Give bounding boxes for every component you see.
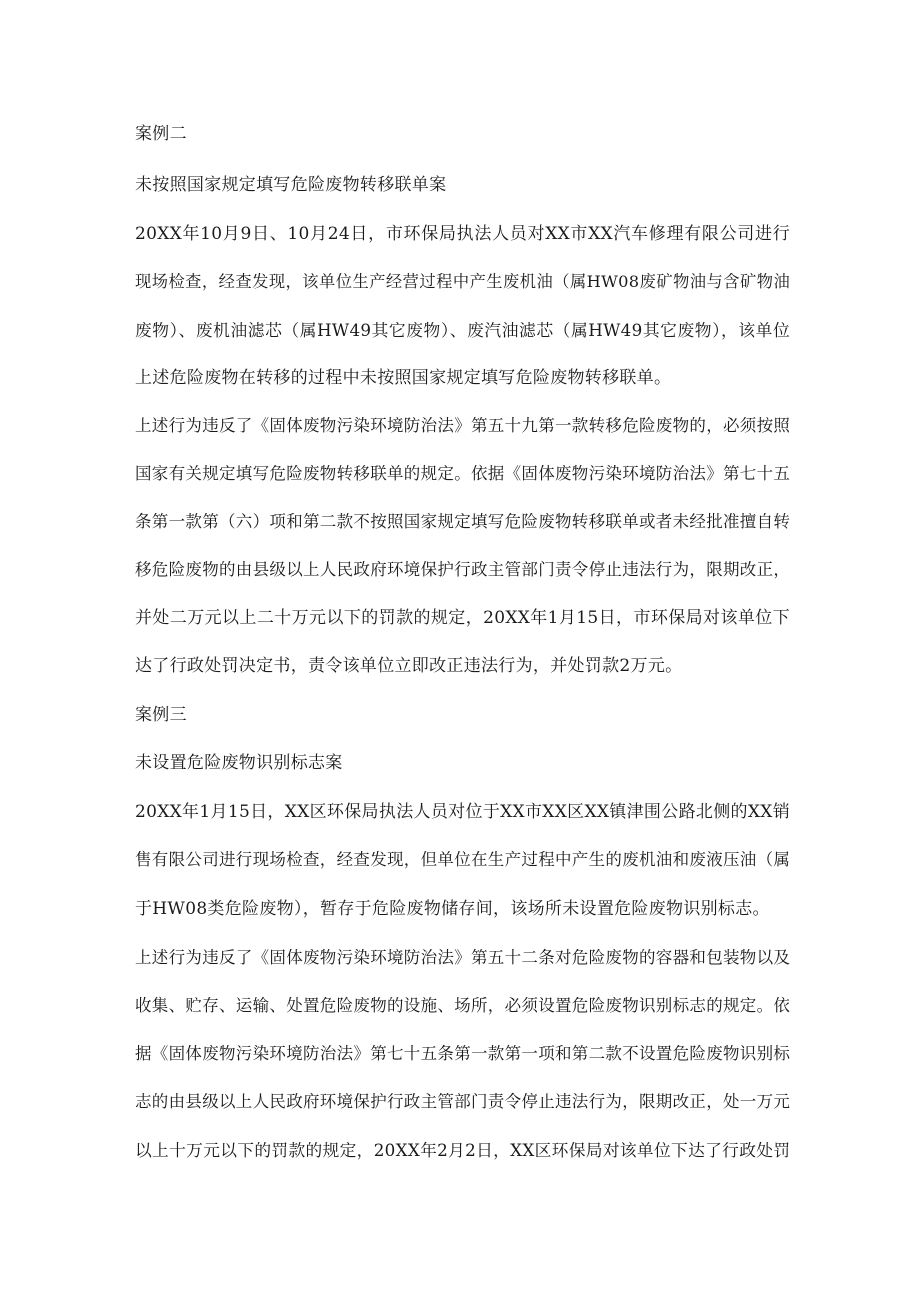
paragraph-line: 上述行为违反了《固体废物污染环境防治法》第五十九第一款转移危险废物的，必须按照 — [135, 416, 791, 435]
paragraph-line: 以上十万元以下的罚款的规定，20XX年2月2日，XX区环保局对该单位下达了行政处罚 — [135, 1140, 791, 1160]
paragraph-line: 据《固体废物污染环境防治法》第七十五条第一款第一项和第二款不设置危险废物识别标 — [135, 1044, 791, 1063]
paragraph-line: 达了行政处罚决定书，责令该单位立即改正违法行为，并处罚款2万元。 — [135, 656, 683, 676]
paragraph-line: 20XX年1月15日，XX区环保局执法人员对位于XX市XX区XX镇津围公路北侧的XX销 — [135, 802, 790, 822]
paragraph-line: 售有限公司进行现场检查，经查发现，但单位在生产过程中产生的废机油和废液压油（属 — [135, 850, 791, 869]
heading-case-two: 案例二 — [135, 124, 187, 144]
case-two-title: 未按照国家规定填写危险废物转移联单案 — [135, 175, 447, 195]
paragraph-line: 国家有关规定填写危险废物转移联单的规定。依据《固体废物污染环境防治法》第七十五 — [135, 464, 791, 483]
paragraph-line: 上述行为违反了《固体废物污染环境防治法》第五十二条对危险废物的容器和包装物以及 — [135, 948, 791, 967]
paragraph-line: 20XX年10月9日、10月24日，市环保局执法人员对XX市XX汽车修理有限公司进行 — [135, 224, 790, 244]
paragraph-line: 条第一款第（六）项和第二款不按照国家规定填写危险废物转移联单或者未经批准擅自转 — [135, 512, 791, 531]
case-three-title: 未设置危险废物识别标志案 — [135, 753, 343, 773]
paragraph-line: 并处二万元以上二十万元以下的罚款的规定，20XX年1月15日，市环保局对该单位下 — [135, 608, 790, 628]
heading-case-three: 案例三 — [135, 705, 187, 725]
paragraph-line: 收集、贮存、运输、处置危险废物的设施、场所，必须设置危险废物识别标志的规定。依 — [135, 996, 791, 1015]
paragraph-line: 现场检查，经查发现，该单位生产经营过程中产生废机油（属HW08废矿物油与含矿物油 — [135, 272, 790, 291]
paragraph-line: 上述危险废物在转移的过程中未按照国家规定填写危险废物转移联单。 — [135, 368, 672, 388]
paragraph-line: 志的由县级以上人民政府环境保护行政主管部门责令停止违法行为，限期改正，处一万元 — [135, 1092, 791, 1111]
paragraph-line: 废物）、废机油滤芯（属HW49其它废物）、废汽油滤芯（属HW49其它废物），该单位 — [135, 320, 790, 340]
paragraph-line: 移危险废物的由县级以上人民政府环境保护行政主管部门责令停止违法行为，限期改正， — [135, 560, 791, 579]
paragraph-line: 于HW08类危险废物），暂存于危险废物储存间，该场所未设置危险废物识别标志。 — [135, 899, 770, 919]
